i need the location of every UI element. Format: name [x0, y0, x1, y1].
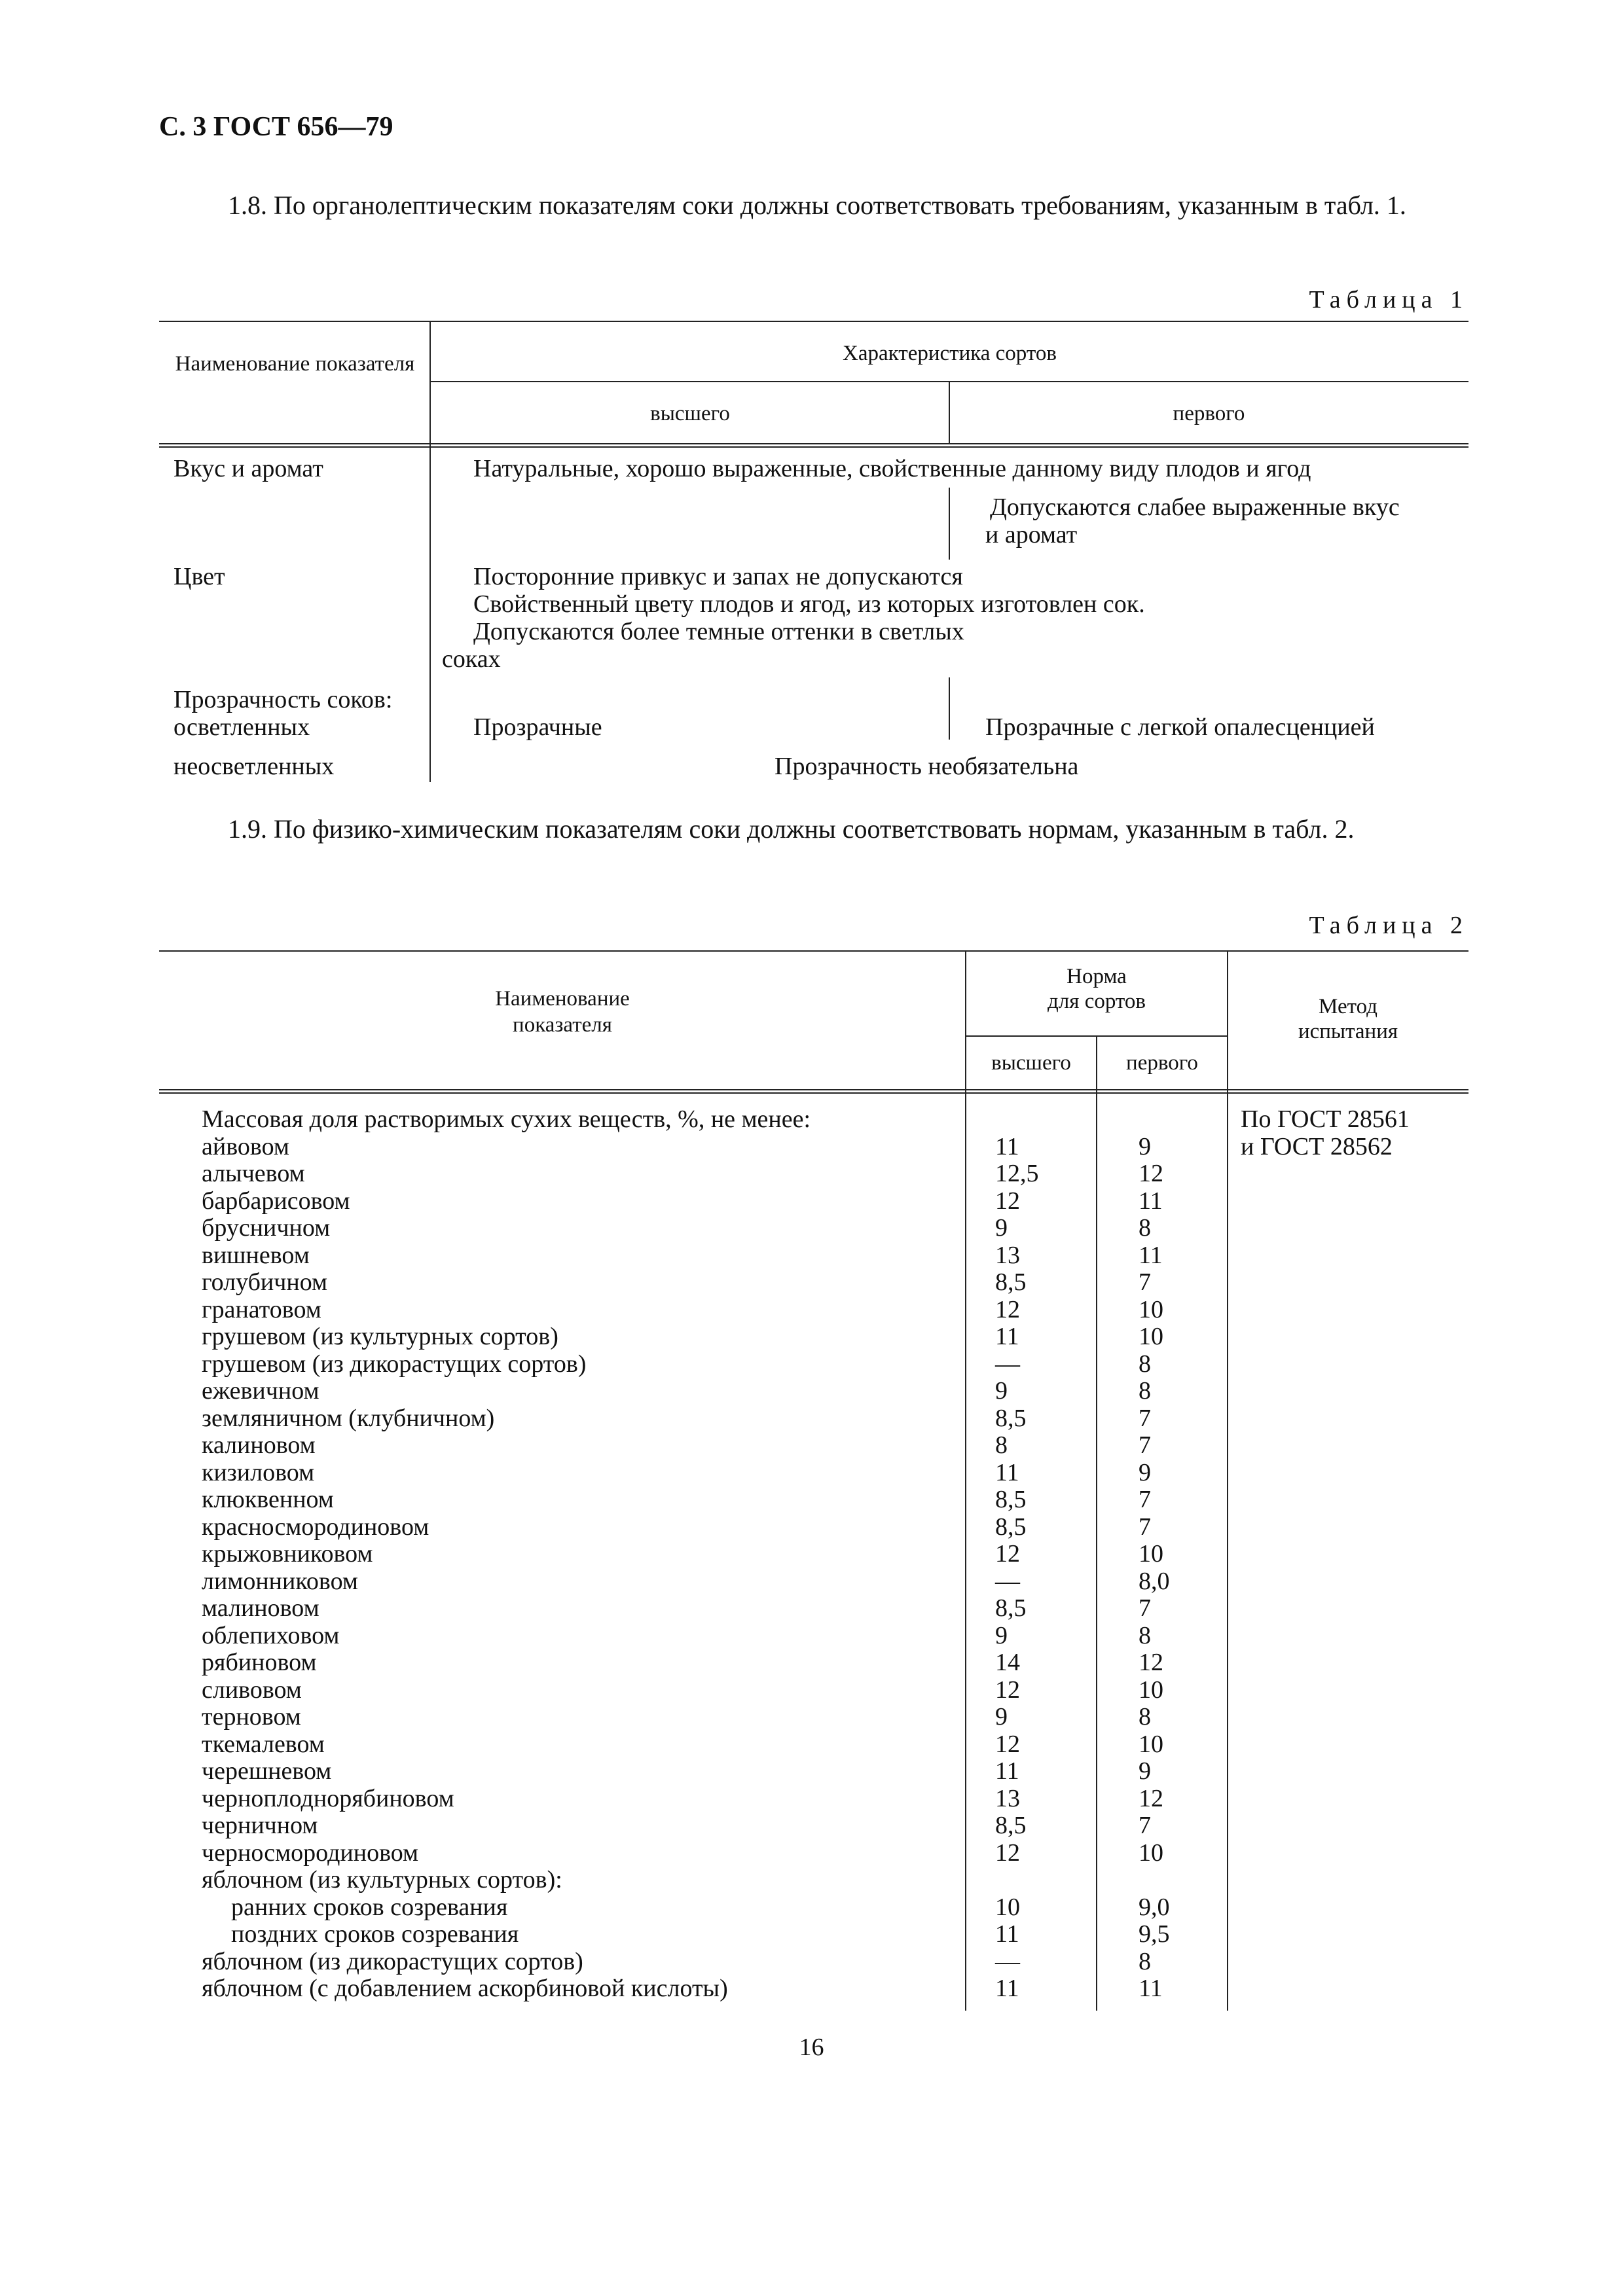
page-header: С. 3 ГОСТ 656—79	[159, 112, 393, 142]
row-value-top: 11	[995, 1757, 1019, 1785]
table2-col-norm-2: для сортов	[1048, 990, 1146, 1013]
row-value-first: 10	[1139, 1676, 1163, 1704]
row-value-top: 13	[995, 1241, 1020, 1269]
row-value-top: 9	[995, 1214, 1008, 1242]
table-2	[159, 950, 1468, 2011]
row-name: малиновом	[202, 1594, 319, 1622]
row-name: черешневом	[202, 1757, 332, 1785]
table2-method-line-1: По ГОСТ 28561	[1241, 1105, 1410, 1133]
row-value-top: 12	[995, 1839, 1020, 1867]
row-value-first: 7	[1139, 1268, 1151, 1296]
row-name: крыжовниковом	[202, 1540, 373, 1568]
row-value-top: 8	[995, 1431, 1008, 1459]
table-row	[159, 1594, 1468, 1622]
row-name: облепиховом	[202, 1621, 340, 1649]
table-row	[159, 1296, 1468, 1323]
row-value-top: 12,5	[995, 1160, 1039, 1187]
row-value-top: 12	[995, 1187, 1020, 1215]
table-row	[159, 1350, 1468, 1378]
row-name: лимонниковом	[202, 1567, 358, 1595]
paragraph-1-9-text: 1.9. По физико-химическим показателям соки должны соответствовать нормам, указанным в табл. 2.	[228, 814, 1355, 844]
row-name: черносмородиновом	[202, 1839, 419, 1867]
row-name: яблочном (с добавлением аскорбиновой кислоты)	[202, 1975, 728, 2002]
table1-top-rule	[159, 321, 1468, 322]
row-value-first: 9	[1139, 1132, 1151, 1160]
row-unclarified-label: неосветленных	[173, 753, 335, 780]
row-color-top-1: Допускаются более темные оттенки в светлых	[473, 618, 964, 645]
row-value-top: 12	[995, 1676, 1020, 1704]
row-value-first: 9	[1139, 1757, 1151, 1785]
row-value-top: —	[995, 1947, 1020, 1975]
row-value-first: 9,0	[1139, 1893, 1170, 1921]
table-row	[159, 1948, 1468, 1975]
paragraph-1-9	[159, 815, 1468, 844]
table-row	[159, 1893, 1468, 1921]
row-value-first: 10	[1139, 1540, 1163, 1568]
row-name: алычевом	[202, 1160, 305, 1187]
row-color-label: Цвет	[173, 563, 225, 590]
row-value-first: 7	[1139, 1594, 1151, 1622]
row-value-first: 7	[1139, 1404, 1151, 1432]
table2-caption: Таблица 2	[1309, 912, 1468, 939]
row-foreign: Посторонние привкус и запах не допускаются	[473, 563, 963, 590]
row-value-first: 8	[1139, 1350, 1151, 1378]
table-row	[159, 1187, 1468, 1215]
row-value-first: 12	[1139, 1649, 1163, 1676]
table1-header-rule-1	[159, 443, 1468, 444]
row-name: поздних сроков созревания	[231, 1920, 519, 1948]
row-name: брусничном	[202, 1214, 331, 1242]
table-row	[159, 1268, 1468, 1296]
row-name: черноплоднорябиновом	[202, 1784, 454, 1812]
row-value-first: 8	[1139, 1214, 1151, 1242]
table2-col-norm-1: Норма	[1067, 965, 1127, 988]
table1-col-first: первого	[1173, 402, 1245, 425]
row-name: рябиновом	[202, 1649, 317, 1676]
table1-sort-divider-3	[949, 677, 950, 740]
row-value-first: 8	[1139, 1703, 1151, 1731]
row-value-top: 13	[995, 1784, 1020, 1812]
table2-col-top: высшего	[991, 1051, 1071, 1075]
table-row	[159, 1431, 1468, 1459]
table-row	[159, 1785, 1468, 1812]
row-value-top: —	[995, 1567, 1020, 1595]
row-name: яблочном (из дикорастущих сортов)	[202, 1947, 583, 1975]
row-name: айвовом	[202, 1132, 289, 1160]
row-name: барбарисовом	[202, 1187, 350, 1215]
paragraph-1-8-text: 1.8. По органолептическим показателям соки должны соответствовать требованиям, указанным в табл. 1.	[228, 190, 1406, 220]
table-row	[159, 1214, 1468, 1242]
row-name: ткемалевом	[202, 1730, 325, 1758]
table1-col-name: Наименование показателя	[175, 352, 415, 376]
row-value-first: 10	[1139, 1839, 1163, 1867]
table2-header-rule-1	[159, 1089, 1468, 1090]
row-name: сливовом	[202, 1676, 302, 1704]
row-name: голубичном	[202, 1268, 328, 1296]
row-value-top: 11	[995, 1975, 1019, 2002]
row-value-top: 11	[995, 1458, 1019, 1486]
row-value-top: 11	[995, 1920, 1019, 1948]
row-value-first: 11	[1139, 1187, 1163, 1215]
table-row	[159, 1405, 1468, 1432]
table-row	[159, 1622, 1468, 1649]
table-row	[159, 1540, 1468, 1568]
row-value-top: 9	[995, 1377, 1008, 1405]
row-name: Массовая доля растворимых сухих веществ, %, не менее:	[202, 1105, 811, 1133]
table1-col-divider	[429, 321, 431, 782]
table-row	[159, 1731, 1468, 1758]
table-row	[159, 1676, 1468, 1704]
row-value-top: 8,5	[995, 1812, 1027, 1839]
row-taste-first-2: и аромат	[985, 521, 1078, 548]
table-row	[159, 1377, 1468, 1405]
table-row	[159, 1513, 1468, 1541]
row-value-first: 8	[1139, 1621, 1151, 1649]
row-value-first: 9,5	[1139, 1920, 1170, 1948]
table-row	[159, 1323, 1468, 1350]
row-value-top: 12	[995, 1730, 1020, 1758]
table2-col-method-2: испытания	[1298, 1020, 1398, 1043]
row-value-top: 11	[995, 1323, 1019, 1350]
row-value-top: 10	[995, 1893, 1020, 1921]
row-value-first: 8	[1139, 1377, 1151, 1405]
row-name: красносмородиновом	[202, 1513, 429, 1541]
row-value-first: 8	[1139, 1947, 1151, 1975]
table-row	[159, 1105, 1468, 1133]
table1-caption: Таблица 1	[1309, 286, 1468, 314]
row-taste-first-1: Допускаются слабее выраженные вкус	[990, 493, 1400, 521]
table-row	[159, 1920, 1468, 1948]
table2-top-rule	[159, 950, 1468, 952]
row-value-first: 8,0	[1139, 1567, 1170, 1595]
row-name: грушевом (из дикорастущих сортов)	[202, 1350, 587, 1378]
row-clarity-label: Прозрачность соков:	[173, 686, 393, 713]
row-value-first: 12	[1139, 1160, 1163, 1187]
row-name: земляничном (клубничном)	[202, 1404, 495, 1432]
row-value-top: 8,5	[995, 1486, 1027, 1513]
table-row	[159, 1839, 1468, 1867]
row-clarified-label: осветленных	[173, 713, 310, 741]
table-row	[159, 1459, 1468, 1486]
row-value-top: 11	[995, 1132, 1019, 1160]
row-name: кизиловом	[202, 1458, 315, 1486]
row-value-first: 7	[1139, 1486, 1151, 1513]
row-value-first: 7	[1139, 1513, 1151, 1541]
row-name: гранатовом	[202, 1295, 321, 1323]
row-name: ранних сроков созревания	[231, 1893, 508, 1921]
row-value-top: 8,5	[995, 1594, 1027, 1622]
row-value-first: 10	[1139, 1730, 1163, 1758]
row-value-first: 11	[1139, 1241, 1163, 1269]
row-clarified-first: Прозрачные с легкой опалесценцией	[985, 713, 1375, 741]
table-row	[159, 1568, 1468, 1595]
row-name: калиновом	[202, 1431, 316, 1459]
table-row	[159, 1812, 1468, 1839]
row-taste-label: Вкус и аромат	[173, 455, 323, 482]
row-value-first: 12	[1139, 1784, 1163, 1812]
row-unclarified-both: Прозрачность необязательна	[775, 753, 1079, 780]
table2-col-first: первого	[1126, 1051, 1198, 1075]
row-value-top: —	[995, 1350, 1020, 1378]
row-clarified-top: Прозрачные	[473, 713, 602, 741]
row-name: клюквенном	[202, 1486, 334, 1513]
row-value-first: 7	[1139, 1431, 1151, 1459]
table2-col-name	[159, 986, 966, 1038]
table-row	[159, 1160, 1468, 1187]
row-name: яблочном (из культурных сортов):	[202, 1866, 562, 1893]
row-name: ежевичном	[202, 1377, 319, 1405]
row-value-first: 9	[1139, 1458, 1151, 1486]
table-row	[159, 1649, 1468, 1676]
table-row	[159, 1242, 1468, 1269]
row-value-first: 10	[1139, 1295, 1163, 1323]
row-value-top: 8,5	[995, 1268, 1027, 1296]
row-value-first: 11	[1139, 1975, 1163, 2002]
row-name: вишневом	[202, 1241, 310, 1269]
table-row	[159, 1975, 1468, 2002]
row-value-top: 12	[995, 1540, 1020, 1568]
table2-method-line-2: и ГОСТ 28562	[1241, 1133, 1393, 1160]
row-name: черничном	[202, 1812, 318, 1839]
row-color-both: Свойственный цвету плодов и ягод, из которых изготовлен сок.	[473, 590, 1145, 618]
table1-sort-divider-2	[949, 488, 950, 560]
table2-col-name-text: Наименование показателя	[495, 987, 630, 1037]
table-row	[159, 1757, 1468, 1785]
table2-header-rule-2	[159, 1092, 1468, 1094]
row-value-top: 9	[995, 1621, 1008, 1649]
table-1	[159, 321, 1468, 792]
row-value-first: 7	[1139, 1812, 1151, 1839]
table1-col-group: Характеристика сортов	[843, 342, 1057, 365]
table-row	[159, 1703, 1468, 1731]
table1-header-rule-2	[159, 446, 1468, 448]
row-name: терновом	[202, 1703, 301, 1731]
row-value-top: 8,5	[995, 1404, 1027, 1432]
table-row	[159, 1866, 1468, 1893]
table-row	[159, 1133, 1468, 1160]
row-value-top: 8,5	[995, 1513, 1027, 1541]
table-row	[159, 1486, 1468, 1513]
row-value-top: 9	[995, 1703, 1008, 1731]
row-name: грушевом (из культурных сортов)	[202, 1323, 558, 1350]
row-value-top: 12	[995, 1295, 1020, 1323]
row-taste-both: Натуральные, хорошо выраженные, свойственные данному виду плодов и ягод	[473, 455, 1311, 482]
row-value-first: 10	[1139, 1323, 1163, 1350]
table2-col-method-1: Метод	[1319, 995, 1377, 1018]
paragraph-1-8	[159, 191, 1468, 220]
row-value-top: 14	[995, 1649, 1020, 1676]
table1-col-top: высшего	[650, 402, 730, 425]
row-color-top-2: соках	[442, 645, 501, 673]
page-number: 16	[799, 2034, 824, 2061]
